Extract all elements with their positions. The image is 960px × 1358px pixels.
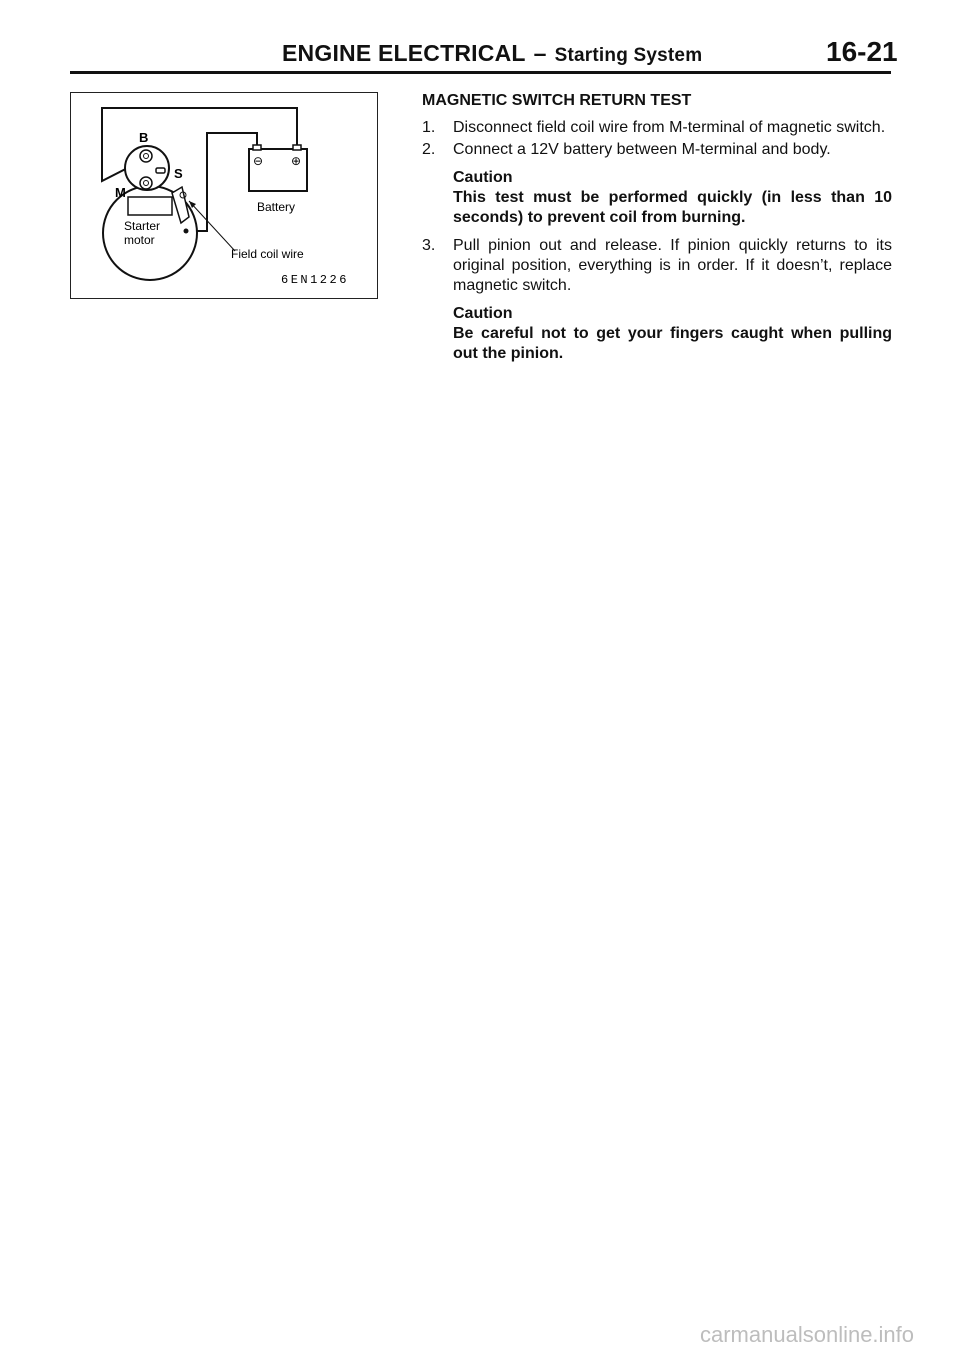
battery-plus-post xyxy=(293,145,301,150)
page-title xyxy=(282,40,702,67)
section-title: ENGINE ELECTRICAL xyxy=(282,40,526,66)
label-field-coil: Field coil wire xyxy=(231,247,304,261)
step-number: 1. xyxy=(422,119,436,136)
caution-text: This test must be performed quickly (in less than 10 seconds) to prevent coil from burning. xyxy=(453,189,892,226)
caution-title: Caution xyxy=(453,169,513,186)
battery-minus-post xyxy=(253,145,261,150)
battery-plus-icon: ⊕ xyxy=(291,154,302,168)
s-terminal xyxy=(156,168,165,173)
step-number: 2. xyxy=(422,141,436,158)
step-text: Pull pinion out and release. If pinion quickly returns to its original position, everything is in order. If it doesn’t, replace magnetic switch. xyxy=(453,237,892,294)
header-rule xyxy=(70,71,891,74)
procedure-heading: MAGNETIC SWITCH RETURN TEST xyxy=(422,92,692,109)
figure-code: 6EN1226 xyxy=(281,273,349,287)
page-number: 16-21 xyxy=(826,36,898,67)
watermark[interactable]: carmanualsonline.info xyxy=(700,1322,915,1347)
caution-2 xyxy=(422,304,892,364)
label-motor: motor xyxy=(124,233,155,247)
page-header xyxy=(0,0,960,80)
magnetic-switch xyxy=(128,197,172,215)
title-separator: – xyxy=(533,40,547,66)
step-1 xyxy=(422,118,892,138)
wiring-diagram xyxy=(70,92,378,299)
battery-minus-icon: ⊖ xyxy=(253,154,264,168)
label-battery: Battery xyxy=(257,200,296,214)
procedure-text xyxy=(422,91,892,372)
label-b: B xyxy=(139,130,149,145)
label-m: M xyxy=(115,185,126,200)
b-terminal xyxy=(140,150,152,162)
caution-text: Be careful not to get your fingers caught when pulling out the pinion. xyxy=(453,325,892,362)
step-text: Disconnect field coil wire from M-terminal of magnetic switch. xyxy=(453,119,886,136)
m-terminal xyxy=(140,177,152,189)
label-starter: Starter xyxy=(124,219,161,233)
diagram-svg xyxy=(71,93,379,300)
subsection-title: Starting System xyxy=(554,45,703,66)
caution-title: Caution xyxy=(453,305,513,322)
body-ground-point xyxy=(184,229,189,234)
step-3 xyxy=(422,236,892,296)
wire-battery-to-body xyxy=(187,133,257,231)
step-2 xyxy=(422,140,892,160)
step-number: 3. xyxy=(422,237,436,254)
caution-1 xyxy=(422,168,892,228)
step-text: Connect a 12V battery between M-terminal and body. xyxy=(453,141,831,158)
label-s: S xyxy=(174,166,183,181)
